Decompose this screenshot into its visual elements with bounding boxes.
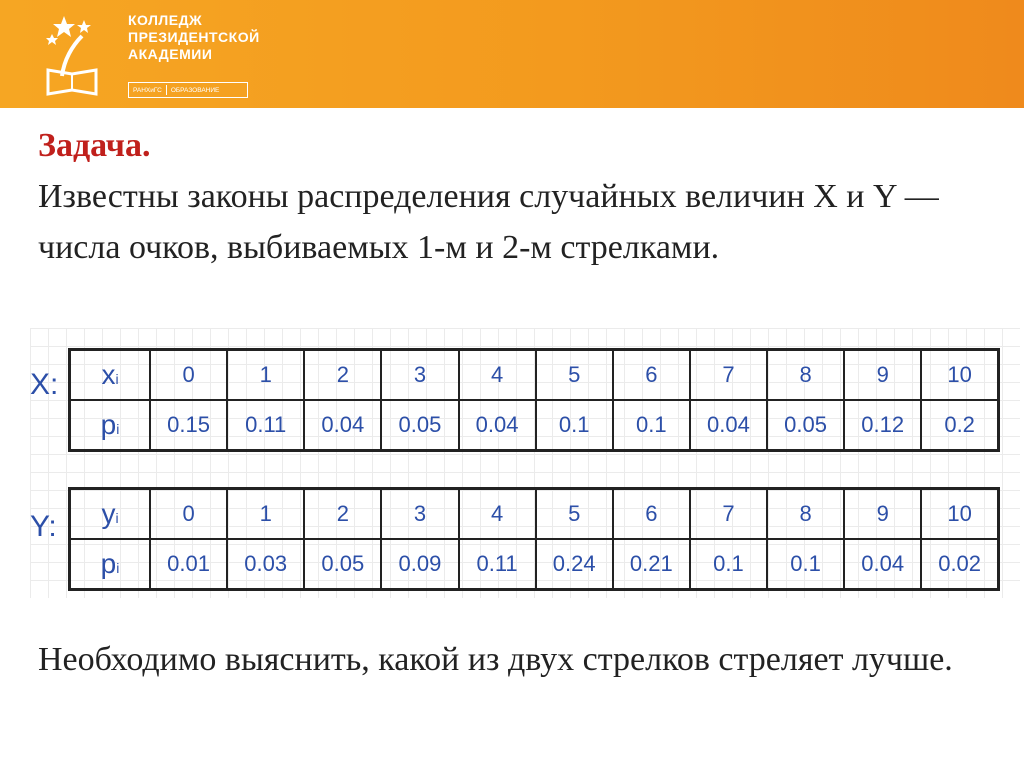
- x-prob-cell: 0.04: [459, 400, 536, 451]
- conclusion-text: Необходимо выяснить, какой из двух стрелков стреляет лучше.: [38, 641, 953, 678]
- y-prob-cell: 0.05: [304, 539, 381, 590]
- header-banner: [0, 0, 1024, 108]
- y-prob-cell: 0.09: [381, 539, 458, 590]
- x-prob-cell: 0.1: [613, 400, 690, 451]
- x-value-cell: 0: [150, 350, 227, 401]
- y-value-cell: 8: [767, 489, 844, 540]
- x-value-cell: 1: [227, 350, 304, 401]
- y-prob-cell: 0.21: [613, 539, 690, 590]
- y-prob-cell: 0.04: [844, 539, 921, 590]
- x-value-cell: 4: [459, 350, 536, 401]
- x-value-cell: 7: [690, 350, 767, 401]
- y-value-cell: 4: [459, 489, 536, 540]
- x-value-cell: 5: [536, 350, 613, 401]
- y-prob-cell: 0.01: [150, 539, 227, 590]
- y-value-cell: 0: [150, 489, 227, 540]
- y-value-cell: 7: [690, 489, 767, 540]
- y-values-row: [70, 489, 999, 540]
- x-probs-row: [70, 400, 999, 451]
- y-value-cell: 6: [613, 489, 690, 540]
- x-prob-header: pi: [70, 400, 151, 451]
- x-prob-cell: 0.05: [381, 400, 458, 451]
- logo-title: КОЛЛЕДЖ ПРЕЗИДЕНТСКОЙ АКАДЕМИИ: [128, 12, 260, 62]
- y-distribution-table: [68, 487, 1000, 591]
- x-prob-cell: 0.04: [304, 400, 381, 451]
- x-value-cell: 8: [767, 350, 844, 401]
- x-prob-cell: 0.11: [227, 400, 304, 451]
- x-value-cell: 3: [381, 350, 458, 401]
- y-value-header: yi: [70, 489, 151, 540]
- y-prob-cell: 0.03: [227, 539, 304, 590]
- y-prob-cell: 0.1: [690, 539, 767, 590]
- x-value-cell: 10: [921, 350, 998, 401]
- x-value-header: xi: [70, 350, 151, 401]
- y-prob-cell: 0.11: [459, 539, 536, 590]
- y-value-cell: 5: [536, 489, 613, 540]
- y-prob-header: pi: [70, 539, 151, 590]
- x-row-label: X:: [30, 368, 59, 401]
- task-text: Известны законы распределения случайных величин X и Y —числа очков, выбиваемых 1-м и 2-м стрелками.: [38, 178, 939, 266]
- y-value-cell: 10: [921, 489, 998, 540]
- y-value-cell: 9: [844, 489, 921, 540]
- x-values-row: [70, 350, 999, 401]
- x-value-cell: 6: [613, 350, 690, 401]
- y-value-cell: 3: [381, 489, 458, 540]
- x-prob-cell: 0.1: [536, 400, 613, 451]
- task-title: Задача.: [38, 127, 151, 164]
- x-prob-cell: 0.04: [690, 400, 767, 451]
- x-value-cell: 9: [844, 350, 921, 401]
- task-block: [38, 120, 998, 273]
- y-probs-row: [70, 539, 999, 590]
- x-distribution-table: [68, 348, 1000, 452]
- logo-subtitle: РАНХиГС ОБРАЗОВАНИЕ: [128, 82, 248, 98]
- college-logo-icon: [42, 10, 102, 98]
- x-prob-cell: 0.12: [844, 400, 921, 451]
- x-value-cell: 2: [304, 350, 381, 401]
- y-value-cell: 2: [304, 489, 381, 540]
- x-prob-cell: 0.05: [767, 400, 844, 451]
- y-prob-cell: 0.1: [767, 539, 844, 590]
- y-prob-cell: 0.24: [536, 539, 613, 590]
- y-value-cell: 1: [227, 489, 304, 540]
- x-prob-cell: 0.15: [150, 400, 227, 451]
- y-row-label: Y:: [30, 510, 57, 543]
- x-prob-cell: 0.2: [921, 400, 998, 451]
- y-prob-cell: 0.02: [921, 539, 998, 590]
